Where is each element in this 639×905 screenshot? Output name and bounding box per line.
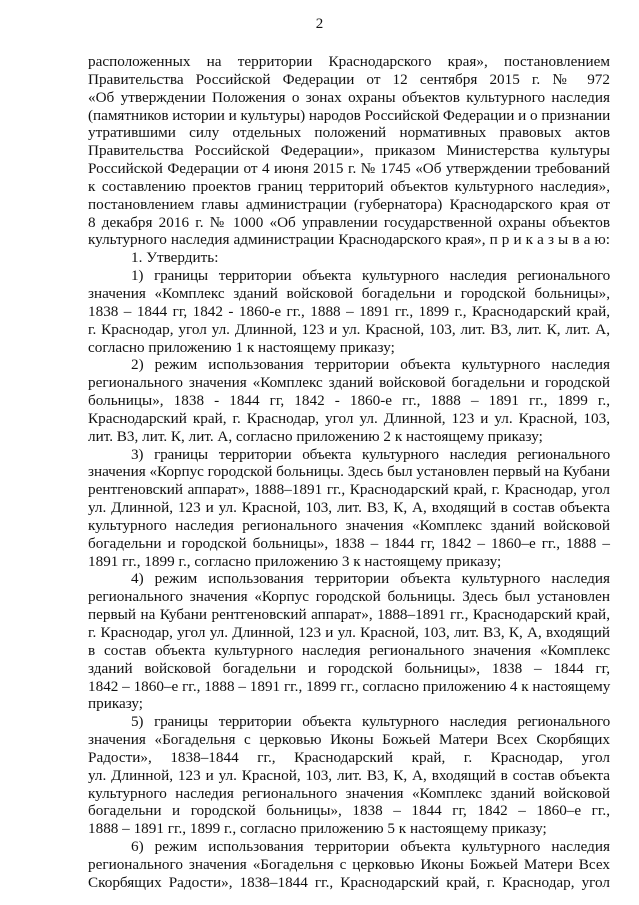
text-line: зданий войсковой богадельни и городской больницы», 1838 – 1844 гг, bbox=[88, 659, 610, 677]
text-line: 1842 – 1860–е гг., 1888 – 1891 гг., 1899 гг., согласно приложению 4 к настоящему bbox=[88, 677, 611, 695]
text-line: больницы», 1838 - 1844 гг, 1842 - 1860-е гг., 1888 – 1891 гг., 1899 г., bbox=[88, 392, 610, 410]
text-line: первый на Кубани рентгеновский аппарат», 1888–1891 гг., Краснодарский край, bbox=[88, 606, 610, 624]
text-line: 8 декабря 2016 г. № 1000 «Об управлении государственной охраны объектов bbox=[88, 213, 610, 231]
text-line: богадельни и городской больницы», 1838 – 1844 гг, 1842 – 1860–е гг., 1888 – bbox=[88, 534, 610, 552]
text-line: Правительства Российской Федерации», приказом Министерства культуры bbox=[88, 142, 610, 160]
text-line: Радости», 1838–1844 гг., Краснодарский край, г. Краснодар, угол bbox=[88, 748, 610, 766]
text-line: г. Краснодар, угол ул. Длинной, 123 и ул. Красной, 103, лит. В3, К, А, входящий bbox=[88, 624, 610, 641]
text-line: Краснодарский край, г. Краснодар, угол ул. Длинной, 123 и ул. Красной, 103, bbox=[88, 409, 610, 427]
text-line: 1888 – 1891 гг., 1899 г., согласно приложению 5 к настоящему приказу; bbox=[88, 820, 547, 838]
text-line: к составлению проектов границ территорий объектов культурного наследия», bbox=[88, 177, 610, 195]
text-line: регионального значения «Комплекс зданий войсковой богадельни и городской bbox=[88, 374, 610, 392]
page-number: 2 bbox=[315, 16, 324, 32]
text-line: лит. В3, лит. К, лит. А, согласно приложению 2 к настоящему приказу; bbox=[88, 427, 543, 445]
text-line: значения «Корпус городской больницы. Здесь был установлен первый на Кубани bbox=[88, 463, 610, 481]
text-line: 6) режим использования территории объекта культурного наследия bbox=[131, 838, 610, 856]
text-line: расположенных на территории Краснодарского края», постановлением bbox=[88, 53, 610, 70]
text-line: приказу; bbox=[88, 695, 144, 713]
text-line: Правительства Российской Федерации от 12 сентября 2015 г. № 972 bbox=[88, 70, 610, 88]
text-line: 1838 – 1844 гг, 1842 - 1860-е гг., 1888 – 1891 гг., 1899 г., Краснодарский край, bbox=[88, 302, 610, 320]
text-line: культурного наследия регионального значения «Комплекс зданий войсковой bbox=[88, 784, 610, 802]
text-line: согласно приложению 1 к настоящему приказу; bbox=[88, 338, 395, 356]
text-line: значения «Комплекс зданий войсковой богадельни и городской больницы», bbox=[88, 284, 610, 302]
text-line: 4) режим использования территории объекта культурного наследия bbox=[131, 570, 610, 588]
text-line: ул. Длинной, 123 и ул. Красной, 103, лит. В3, К, А, входящий в состав объекта bbox=[88, 499, 610, 517]
text-line: Российской Федерации от 4 июня 2015 г. № 1745 «Об утверждении требований bbox=[88, 160, 610, 178]
text-line: рентгеновский аппарат», 1888–1891 гг., Краснодарский край, г. Краснодар, угол bbox=[88, 481, 610, 499]
text-line: 2) режим использования территории объекта культурного наследия bbox=[131, 356, 610, 374]
text-line: 1) границы территории объекта культурного наследия регионального bbox=[131, 267, 610, 285]
text-line: 3) границы территории объекта культурного наследия регионального bbox=[131, 445, 610, 463]
document-body bbox=[88, 53, 610, 892]
text-line: г. Краснодар, угол ул. Длинной, 123 и ул. Красной, 103, лит. В3, лит. К, лит. А, bbox=[88, 320, 610, 338]
text-line: Скорбящих Радости», 1838–1844 гг., Краснодарский край, г. Краснодар, угол bbox=[88, 873, 610, 891]
text-line: постановлением главы администрации (губернатора) Краснодарского края от bbox=[88, 195, 610, 213]
text-line: богадельни и городской больницы», 1838 – 1844 гг, 1842 – 1860–е гг., bbox=[88, 802, 610, 820]
text-line: культурного наследия администрации Краснодарского края», п р и к а з ы в а ю: bbox=[88, 231, 610, 249]
text-line: 1. Утвердить: bbox=[131, 249, 219, 267]
text-line: культурного наследия регионального значения «Комплекс зданий войсковой bbox=[88, 516, 610, 534]
text-line: регионального значения «Богадельня с церковью Иконы Божьей Матери Всех bbox=[88, 855, 610, 873]
text-line: регионального значения «Корпус городской больницы. Здесь был установлен bbox=[88, 588, 610, 606]
text-line: утратившими силу отдельных положений нормативных правовых актов bbox=[88, 124, 610, 142]
text-line: в состав объекта культурного наследия регионального значения «Комплекс bbox=[88, 641, 610, 659]
text-line: (памятников истории и культуры) народов Российской Федерации и о признании bbox=[88, 106, 611, 124]
text-line: ул. Длинной, 123 и ул. Красной, 103, лит. В3, К, А, входящий в состав объекта bbox=[88, 766, 610, 784]
text-line: 5) границы территории объекта культурного наследия регионального bbox=[131, 713, 610, 731]
text-line: значения «Богадельня с церковью Иконы Божьей Матери Всех Скорбящих bbox=[88, 731, 610, 749]
text-line: 1891 гг., 1899 г., согласно приложению 3 к настоящему приказу; bbox=[88, 552, 502, 570]
text-line: «Об утверждении Положения о зонах охраны объектов культурного наследия bbox=[88, 88, 610, 106]
